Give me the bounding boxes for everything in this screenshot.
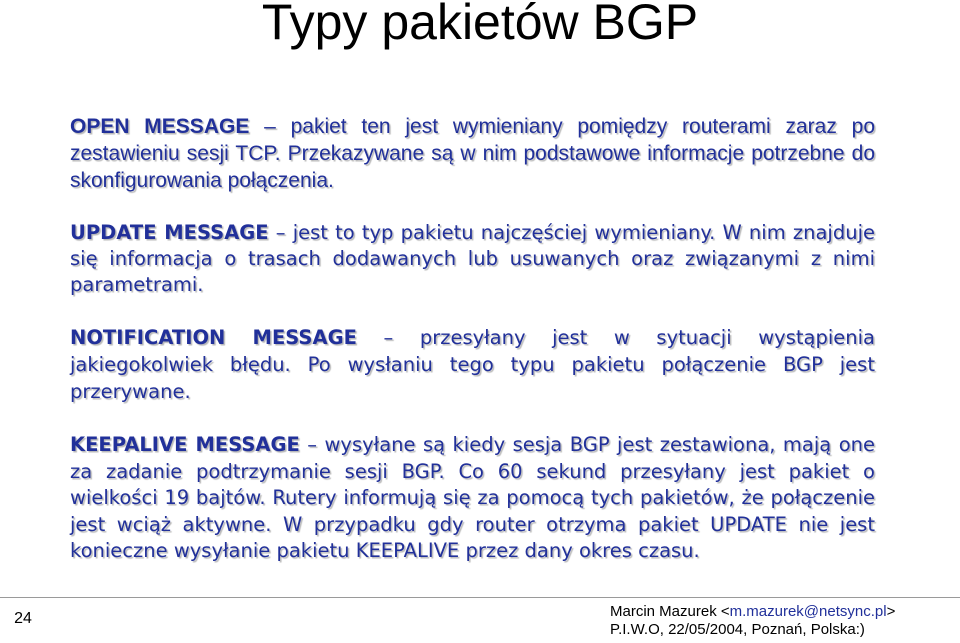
footer-author: Marcin Mazurek <: [610, 603, 730, 620]
footer-email-link[interactable]: m.mazurek@netsync.pl: [729, 603, 887, 620]
dash: –: [356, 326, 420, 349]
footer-author-line: [610, 603, 950, 621]
page-number: 24: [14, 610, 32, 627]
slide-title: Typy pakietów BGP: [261, 0, 699, 50]
footer-credits: [610, 603, 950, 639]
dash: –: [249, 115, 291, 138]
heading-keepalive-message: KEEPALIVE MESSAGE: [70, 433, 300, 456]
paragraph-text: pakiet ten jest wymieniany pomiędzy routerami zaraz po zestawieniu sesji TCP. Przekazywane są w nim podstawowe informacje potrzebne do skonfigurowania połączenia.: [70, 115, 875, 192]
paragraph-update-message: [70, 220, 875, 298]
heading-open-message: OPEN MESSAGE: [70, 115, 250, 138]
footer-divider: [0, 597, 960, 598]
heading-notification-message: NOTIFICATION MESSAGE: [70, 326, 357, 349]
paragraph-text: wysyłane są kiedy sesja BGP jest zestawiona, mają one za zadanie podtrzymanie sesji BGP. Co 60 sekund przesyłany jest pakiet o wielkości 19 bajtów. Rutery informują się za pomocą tych pakietów, że połączenie jest wciąż aktywne. W przypadku gdy router otrzyma pakiet UPDATE nie jest konieczne wysyłanie pakietu KEEPALIVE przez dany okres czasu.: [70, 433, 875, 562]
footer-author-suffix: >: [886, 603, 896, 620]
dash: –: [299, 433, 325, 456]
paragraph-text: przesyłany jest w sytuacji wystąpienia jakiegokolwiek błędu. Po wysłaniu tego typu pakietu połączenie BGP jest przerywane.: [70, 326, 875, 403]
heading-update-message: UPDATE MESSAGE: [70, 221, 269, 244]
paragraph-keepalive-message: [70, 432, 875, 565]
paragraph-open-message: [70, 113, 875, 194]
dash: –: [268, 221, 293, 244]
footer-event-line: P.I.W.O, 22/05/2004, Poznań, Polska:): [610, 621, 865, 638]
slide-content: [70, 113, 875, 565]
paragraph-text: jest to typ pakietu najczęściej wymieniany. W nim znajduje się informacja o trasach dodawanych lub usuwanych oraz związanymi z nimi parametrami.: [70, 221, 875, 296]
paragraph-notification-message: [70, 324, 875, 405]
